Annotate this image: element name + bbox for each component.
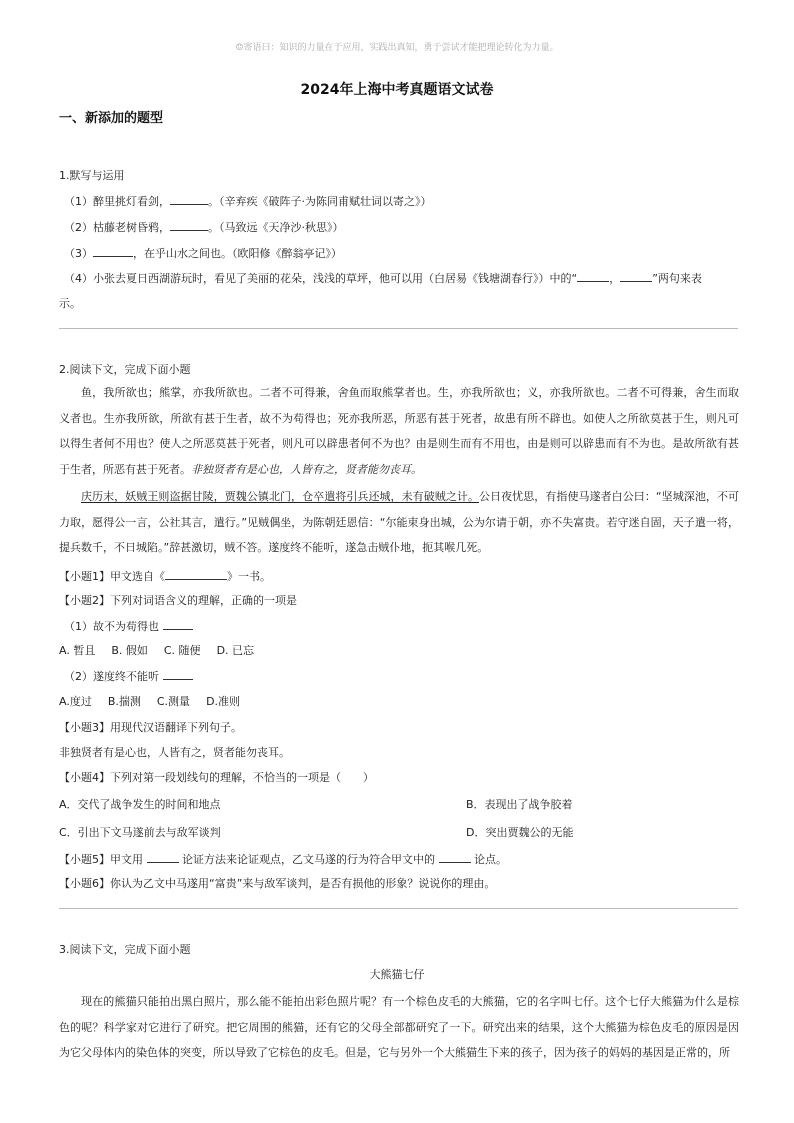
sub-question-2-2: （2）遂度终不能听: [64, 668, 193, 685]
answer-blank[interactable]: [165, 568, 227, 580]
passage-yi: 庆历末，妖贼王则盗据甘陵，贾魏公镇北门，仓卒遣将引兵还城，未有破贼之计。公日夜忧思，有指使马遂者白公曰：“坚城深池，不可力取，愿得公一言，公社其言，遣行。”见贼偶坐，为陈朝廷恩信：“尔能束身出城，公为尔请于朝，亦不失富贵。若守迷自固，天子遣一将，提兵数千，不日城陷。”辞甚激切，贼不答。遂度终不能听，遂急击贼仆地，扼其喉几死。: [59, 490, 739, 554]
answer-blank[interactable]: [147, 851, 179, 863]
q1-heading: 1.默写与运用: [59, 169, 125, 182]
passage-jia: 鱼，我所欲也；熊掌，亦我所欲也。二者不可得兼，舍鱼而取熊掌者也。生，亦我所欲也；义，亦我所欲也。二者不可得兼，舍生而取义者也。生亦我所欲，所欲有甚于生者，故不为苟得也；死亦我所恶，所恶有甚于死者，故患有所不辟也。如使人之所欲莫甚于生，则凡可以得生者何不用也？使人之所恶莫甚于死者，则凡可以辟患者何不为也？由是则生而有不用也，由是则可以辟患而有不为也。是故所欲有甚于生者，所恶有甚于死者。非独贤者有是心也，人皆有之，贤者能勿丧耳。: [59, 386, 739, 476]
option-d[interactable]: D.准则: [206, 695, 241, 708]
option-a[interactable]: A．交代了战争发生的时间和地点: [59, 798, 221, 811]
answer-blank[interactable]: [620, 270, 652, 282]
sub-question-3: 【小题3】用现代汉语翻译下列句子。: [59, 721, 242, 734]
sub-question-4: 【小题4】下列对第一段划线句的理解，不恰当的一项是（ ）: [59, 771, 374, 784]
sub-question-2: 【小题2】下列对词语含义的理解，正确的一项是: [59, 594, 297, 607]
answer-blank[interactable]: [93, 245, 133, 257]
q1-item-2: （2）枯藤老树昏鸦， 。（马致远《天净沙·秋思》）: [64, 221, 344, 234]
option-b[interactable]: B. 假如: [111, 644, 148, 657]
option-b[interactable]: B.揣测: [107, 695, 141, 708]
answer-blank[interactable]: [439, 851, 471, 863]
divider: [59, 328, 738, 329]
option-a[interactable]: A. 暂且: [59, 644, 96, 657]
option-d[interactable]: D．突出贾魏公的无能: [466, 826, 574, 839]
option-a[interactable]: A.度过: [59, 695, 92, 708]
article-title: 大熊猫七仔: [369, 968, 425, 981]
underlined-sentence: 庆历末，妖贼王则盗据甘陵，贾魏公镇北门，仓卒遣将引兵还城，未有破贼之计。: [81, 490, 480, 503]
sub-question-2-1: （1）故不为苟得也: [64, 618, 193, 635]
sub-question-2-2-options: [59, 694, 256, 710]
q1-item-3: （3） ，在乎山水之间也。（欧阳修《醉翁亭记》）: [64, 247, 342, 260]
page-title: 2024年上海中考真题语文试卷: [300, 82, 494, 98]
option-b[interactable]: B．表现出了战争胶着: [466, 798, 573, 811]
option-c[interactable]: C．引出下文马遂前去与敌军谈判: [59, 826, 221, 839]
motto-line: ☺寄语曰：知识的力量在于应用，实践出真知，勇于尝试才能把理论转化为力量。: [235, 43, 559, 53]
answer-blank[interactable]: [577, 270, 609, 282]
passage-panda: 现在的熊猫只能拍出黑白照片，那么能不能拍出彩色照片呢？有一个棕色皮毛的大熊猫，它的名字叫七仔。这个七仔大熊猫为什么是棕色的呢？科学家对它进行了研究。把它周围的熊猫，还有它的父母全部都研究了一下。研究出来的结果，这个大熊猫为棕色皮毛的原因是因为它父母体内的染色体的突变，所以导致了它棕色的皮毛。但是，它与另外一个大熊猫生下来的孩子，因为孩子的妈妈的基因是正常的，所: [59, 995, 739, 1059]
option-d[interactable]: D. 已忘: [216, 644, 255, 657]
answer-blank[interactable]: [163, 668, 193, 680]
sub-question-2-1-options: [59, 643, 270, 659]
q1-item-4: （4）小张去夏日西湖游玩时，看见了美丽的花朵，浅浅的草坪，他可以用（白居易《钱塘湖春行》）中的“ ， ”两句来表: [64, 272, 702, 285]
divider: [59, 908, 738, 909]
sub-question-5: 【小题5】甲文用 论证方法来论证观点，乙文马遂的行为符合甲文中的 论点。: [59, 853, 507, 866]
answer-blank[interactable]: [163, 618, 193, 630]
q3-heading: 3.阅读下文，完成下面小题: [59, 943, 191, 956]
q1-item-4-continued: 示。: [59, 297, 81, 310]
q2-heading: 2.阅读下文，完成下面小题: [59, 363, 191, 376]
sub-question-6: 【小题6】你认为乙文中马遂用“富贵”来与敌军谈判，是否有损他的形象？说说你的理由。: [59, 877, 496, 890]
sub-question-1: 【小题1】甲文选自《 》一书。: [59, 570, 271, 583]
option-c[interactable]: C.测量: [156, 695, 191, 708]
option-c[interactable]: C. 随便: [163, 644, 201, 657]
answer-blank[interactable]: [170, 193, 208, 205]
section-heading: 一、新添加的题型: [59, 111, 164, 126]
q1-item-1: （1）醉里挑灯看剑， 。（辛弃疾《破阵子·为陈同甫赋壮词以寄之》）: [64, 195, 432, 208]
answer-blank[interactable]: [170, 219, 208, 231]
sub-question-3-sentence: 非独贤者有是心也，人皆有之，贤者能勿丧耳。: [59, 746, 290, 759]
